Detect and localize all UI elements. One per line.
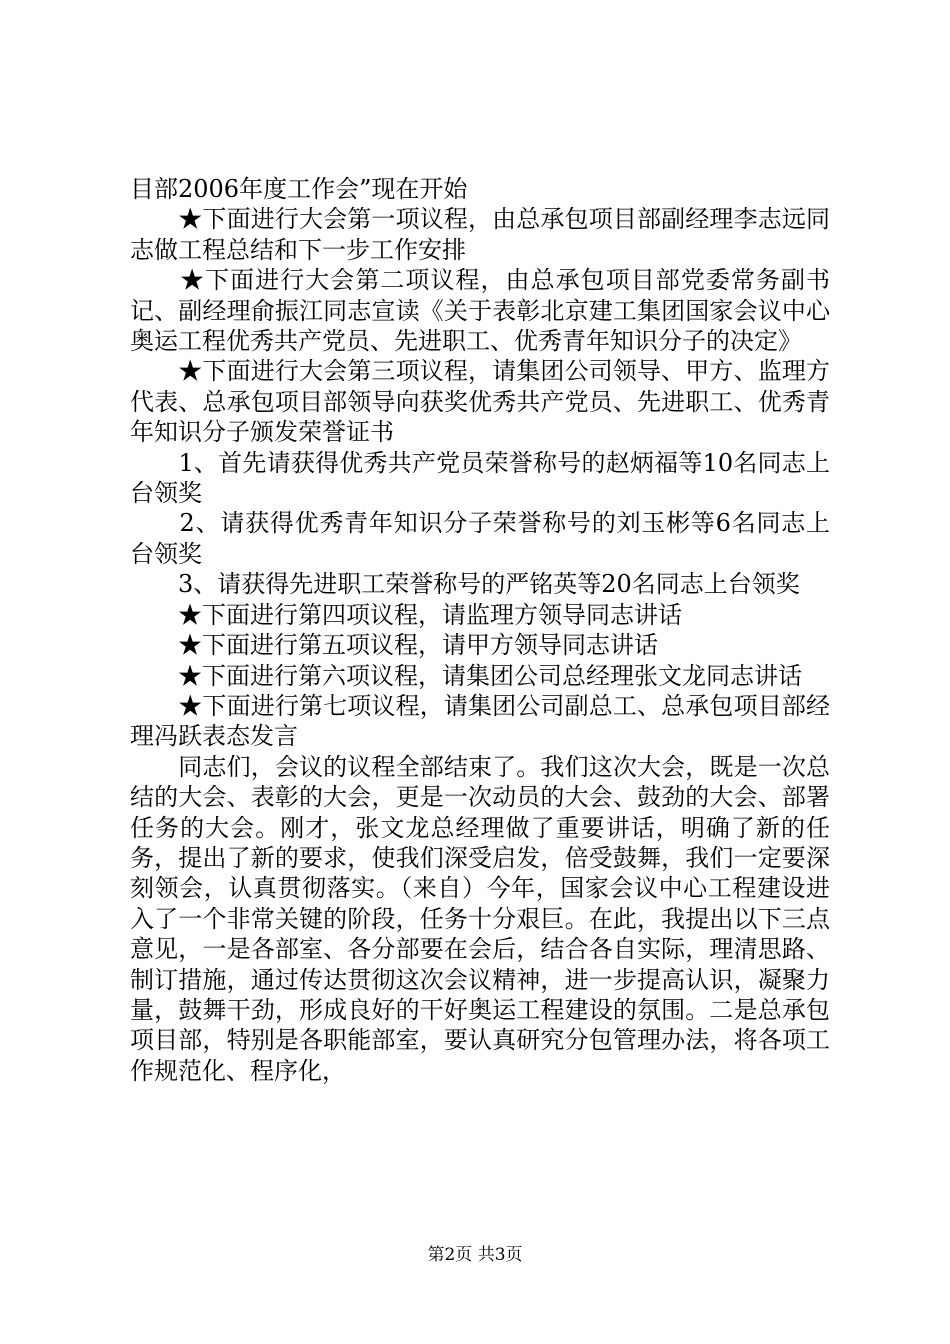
- page-footer: [0, 1244, 950, 1266]
- paragraph-opening-line: 目部2006年度工作会”现在开始: [130, 175, 468, 203]
- paragraph-award-3: 3、请获得先进职工荣誉称号的严铭英等20名同志上台领奖: [130, 570, 800, 599]
- paragraph-agenda-item-4: ★下面进行第四项议程，请监理方领导同志讲话: [130, 600, 682, 629]
- paragraph-agenda-item-7: ★下面进行第七项议程，请集团公司副总工、总承包项目部经理冯跃表态发言: [130, 691, 830, 751]
- paragraph-agenda-item-5: ★下面进行第五项议程，请甲方领导同志讲话: [130, 631, 658, 660]
- paragraph-agenda-item-1: ★下面进行大会第一项议程，由总承包项目部副经理李志远同志做工程总结和下一步工作安排: [130, 205, 830, 264]
- document-body: [130, 174, 830, 1086]
- paragraph-closing-remarks: 同志们，会议的议程全部结束了。我们这次大会，既是一次总结的大会、表彰的大会，更是一次动员的大会、鼓劲的大会、部署任务的大会。刚才，张文龙总经理做了重要讲话，明确了新的任务，提出了新的要求，使我们深受启发，倍受鼓舞，我们一定要深刻领会，认真贯彻落实。（来自）今年，国家会议中心工程建设进入了一个非常关键的阶段，任务十分艰巨。在此，我提出以下三点意见，一是各部室、各分部要在会后，结合各自实际，理清思路、制订措施，通过传达贯彻这次会议精神，进一步提高认识，凝聚力量，鼓舞干劲，形成良好的干好奥运工程建设的氛围。二是总承包项目部，特别是各职能部室，要认真研究分包管理办法，将各项工作规范化、程序化，: [130, 752, 830, 1085]
- paragraph-agenda-item-6: ★下面进行第六项议程，请集团公司总经理张文龙同志讲话: [130, 661, 802, 690]
- page-number-label: 第2页 共3页: [427, 1245, 523, 1265]
- paragraph-agenda-item-2: ★下面进行大会第二项议程，由总承包项目部党委常务副书记、副经理俞振江同志宣读《关于表彰北京建工集团国家会议中心奥运工程优秀共产党员、先进职工、优秀青年知识分子的决定》: [130, 266, 830, 356]
- paragraph-award-2: 2、请获得优秀青年知识分子荣誉称号的刘玉彬等6名同志上台领奖: [130, 509, 830, 568]
- paragraph-award-1: 1、首先请获得优秀共产党员荣誉称号的赵炳福等10名同志上台领奖: [130, 448, 830, 508]
- paragraph-agenda-item-3: ★下面进行大会第三项议程，请集团公司领导、甲方、监理方代表、总承包项目部领导向获奖优秀共产党员、先进职工、优秀青年知识分子颁发荣誉证书: [130, 357, 830, 447]
